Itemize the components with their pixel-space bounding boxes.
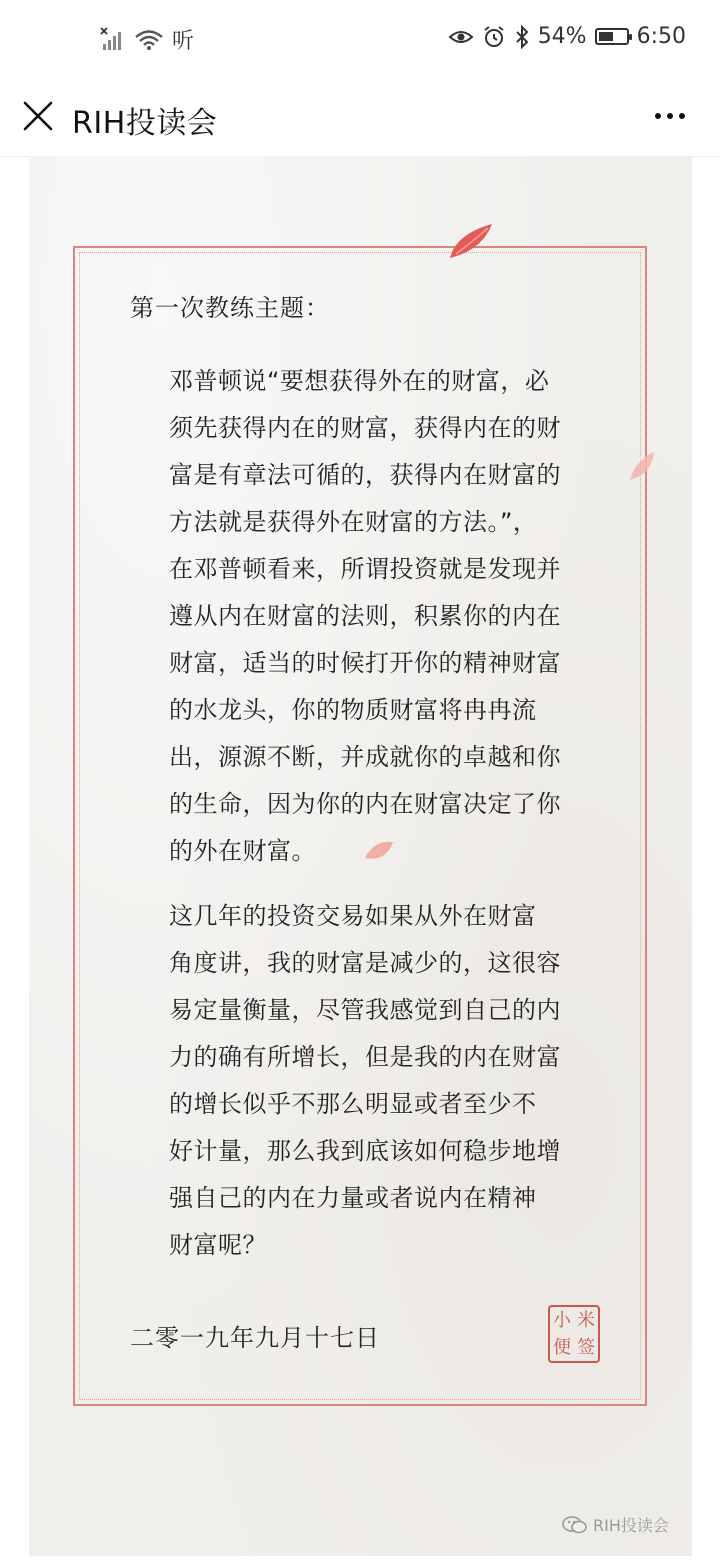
- close-icon: [16, 94, 60, 138]
- paragraph-line: 富是有章法可循的，获得内在财富的: [169, 461, 561, 489]
- network-label: 听: [172, 29, 195, 54]
- page-title: RIH投读会: [72, 106, 218, 141]
- paragraph-line: 的生命，因为你的内在财富决定了你: [169, 790, 561, 818]
- watermark-text: RIH投读会: [593, 1516, 669, 1535]
- paragraph-line: 易定量衡量，尽管我感觉到自己的内: [169, 996, 561, 1024]
- more-dot-icon: [679, 113, 685, 119]
- wechat-icon: [562, 1515, 588, 1535]
- close-button[interactable]: [16, 94, 60, 138]
- seal-char: 小: [553, 1309, 571, 1331]
- paragraph-line: 的增长似乎不那么明显或者至少不: [169, 1090, 537, 1118]
- article-heading: 第一次教练主题：: [130, 294, 330, 322]
- paragraph-line: 出，源源不断，并成就你的卓越和你: [169, 743, 561, 771]
- seal-char: 便: [553, 1336, 571, 1358]
- seal-char: 签: [577, 1336, 595, 1358]
- paragraph-line: 财富，适当的时候打开你的精神财富: [169, 649, 561, 677]
- battery-fill: [599, 32, 613, 41]
- no-sim-signal-icon: [100, 27, 126, 53]
- paragraph-line: 的水龙头，你的物质财富将冉冉流: [169, 696, 537, 724]
- bluetooth-icon: [514, 25, 530, 49]
- paragraph-line: 财富呢？: [169, 1231, 267, 1259]
- paragraph-line: 在邓普顿看来，所谓投资就是发现并: [169, 555, 561, 583]
- alarm-icon: [482, 25, 506, 49]
- paragraph-line: 这几年的投资交易如果从外在财富: [169, 902, 537, 930]
- article-date: 二零一九年九月十七日: [130, 1324, 380, 1352]
- status-bar: [0, 0, 720, 84]
- seal-char: 米: [577, 1309, 595, 1331]
- navigation-bar: [0, 84, 720, 157]
- paragraph-line: 须先获得内在的财富，获得内在的财: [169, 414, 561, 442]
- paragraph-1: [169, 358, 599, 875]
- wechat-watermark: [562, 1513, 669, 1536]
- paragraph-line: 方法就是获得外在财富的方法。”，: [169, 508, 538, 536]
- paragraph-line: 邓普顿说“要想获得外在的财富，必: [169, 367, 550, 395]
- paragraph-line: 力的确有所增长，但是我的内在财富: [169, 1043, 561, 1071]
- petal-icon: [626, 448, 658, 484]
- eye-comfort-icon: [448, 27, 474, 47]
- paragraph-line: 强自己的内在力量或者说内在精神: [169, 1184, 537, 1212]
- more-dot-icon: [667, 113, 673, 119]
- status-left: [100, 24, 194, 55]
- paragraph-line: 遵从内在财富的法则，积累你的内在: [169, 602, 561, 630]
- paragraph-line: 的外在财富。: [169, 837, 316, 865]
- more-dot-icon: [655, 113, 661, 119]
- seal-stamp: [548, 1305, 600, 1363]
- petal-icon: [446, 220, 496, 262]
- wifi-icon: [134, 27, 164, 53]
- battery-percent: 54%: [537, 24, 587, 49]
- status-right: [448, 24, 686, 49]
- paragraph-line: 角度讲，我的财富是减少的，这很容: [169, 949, 561, 977]
- battery-icon: [595, 28, 629, 45]
- more-options-button[interactable]: [646, 96, 694, 136]
- paragraph-2: [169, 893, 599, 1269]
- clock: 6:50: [636, 24, 686, 49]
- paragraph-line: 好计量，那么我到底该如何稳步地增: [169, 1137, 561, 1165]
